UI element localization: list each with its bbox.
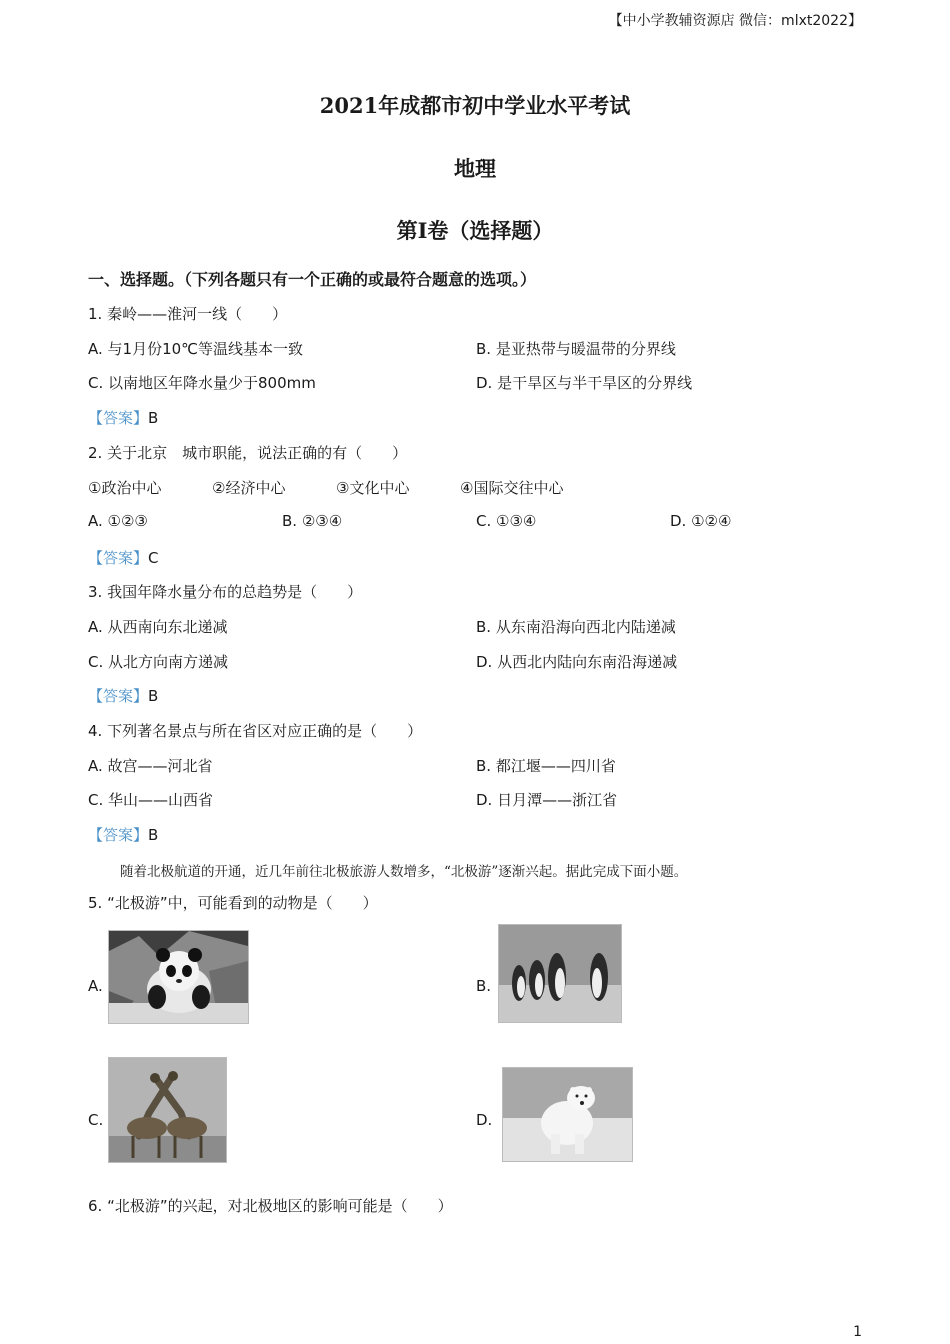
q4-answer-value: B	[148, 826, 159, 844]
q5-option-d: D.	[476, 1111, 493, 1129]
q3-option-a: A. 从西南向东北递减	[88, 618, 228, 636]
q5-stem: 5. “北极游”中，可能看到的动物是（ ）	[88, 894, 378, 912]
giraffes-photo	[108, 1057, 227, 1163]
q2-item-3: ③文化中心	[336, 479, 410, 497]
q3-stem: 3. 我国年降水量分布的总趋势是（ ）	[88, 583, 363, 601]
q2-option-d: D. ①②④	[670, 512, 732, 530]
reading-passage: 随着北极航道的开通，近几年前往北极旅游人数增多，“北极游”逐渐兴起。据此完成下面小题。	[120, 864, 688, 880]
q3-answer	[88, 685, 158, 706]
penguins-photo	[498, 924, 622, 1023]
answer-tag: 【答案】	[88, 549, 149, 567]
q2-option-a: A. ①②③	[88, 512, 148, 530]
q4-option-b: B. 都江堰——四川省	[476, 757, 616, 775]
answer-tag: 【答案】	[88, 687, 149, 705]
q3-answer-value: B	[148, 687, 159, 705]
answer-tag: 【答案】	[88, 409, 149, 427]
subject-title: 地理	[454, 156, 496, 181]
q2-item-4: ④国际交往中心	[460, 479, 564, 497]
q2-item-1: ①政治中心	[88, 479, 162, 497]
answer-tag: 【答案】	[88, 826, 149, 844]
q5-option-c: C.	[88, 1111, 104, 1129]
header-note: 【中小学教辅资源店 微信：mlxt2022】	[608, 13, 862, 29]
q1-option-d: D. 是干旱区与半干旱区的分界线	[476, 374, 693, 392]
q2-stem: 2. 关于北京 城市职能，说法正确的有（ ）	[88, 444, 408, 462]
q1-option-a: A. 与1月份10℃等温线基本一致	[88, 340, 304, 358]
q2-option-b: B. ②③④	[282, 512, 343, 530]
exam-title: 2021年成都市初中学业水平考试	[319, 93, 631, 118]
q1-stem: 1. 秦岭——淮河一线（ ）	[88, 305, 288, 323]
q4-stem: 4. 下列著名景点与所在省区对应正确的是（ ）	[88, 722, 423, 740]
q2-answer-value: C	[148, 549, 159, 567]
q3-option-b: B. 从东南沿海向西北内陆递减	[476, 618, 676, 636]
panda-photo	[108, 930, 249, 1024]
q3-option-d: D. 从西北内陆向东南沿海递减	[476, 653, 678, 671]
q5-option-a: A.	[88, 977, 103, 995]
q4-option-c: C. 华山——山西省	[88, 791, 214, 809]
q4-answer	[88, 824, 158, 845]
q2-option-c: C. ①③④	[476, 512, 537, 530]
q3-option-c: C. 从北方向南方递减	[88, 653, 229, 671]
q1-option-b: B. 是亚热带与暖温带的分界线	[476, 340, 676, 358]
q2-item-2: ②经济中心	[212, 479, 286, 497]
section-title: 第Ⅰ卷（选择题）	[396, 218, 554, 243]
q6-stem: 6. “北极游”的兴起，对北极地区的影响可能是（ ）	[88, 1197, 453, 1215]
part-heading: 一、选择题。（下列各题只有一个正确的或最符合题意的选项。）	[88, 270, 537, 289]
q5-option-b: B.	[476, 977, 492, 995]
q4-option-a: A. 故宫——河北省	[88, 757, 213, 775]
q4-option-d: D. 日月潭——浙江省	[476, 791, 618, 809]
polar-bear-photo	[502, 1067, 633, 1162]
q1-answer-value: B	[148, 409, 159, 427]
q2-answer	[88, 547, 159, 568]
q1-answer	[88, 407, 158, 428]
q1-option-c: C. 以南地区年降水量少于800mm	[88, 374, 316, 392]
page-number: 1	[853, 1324, 862, 1340]
